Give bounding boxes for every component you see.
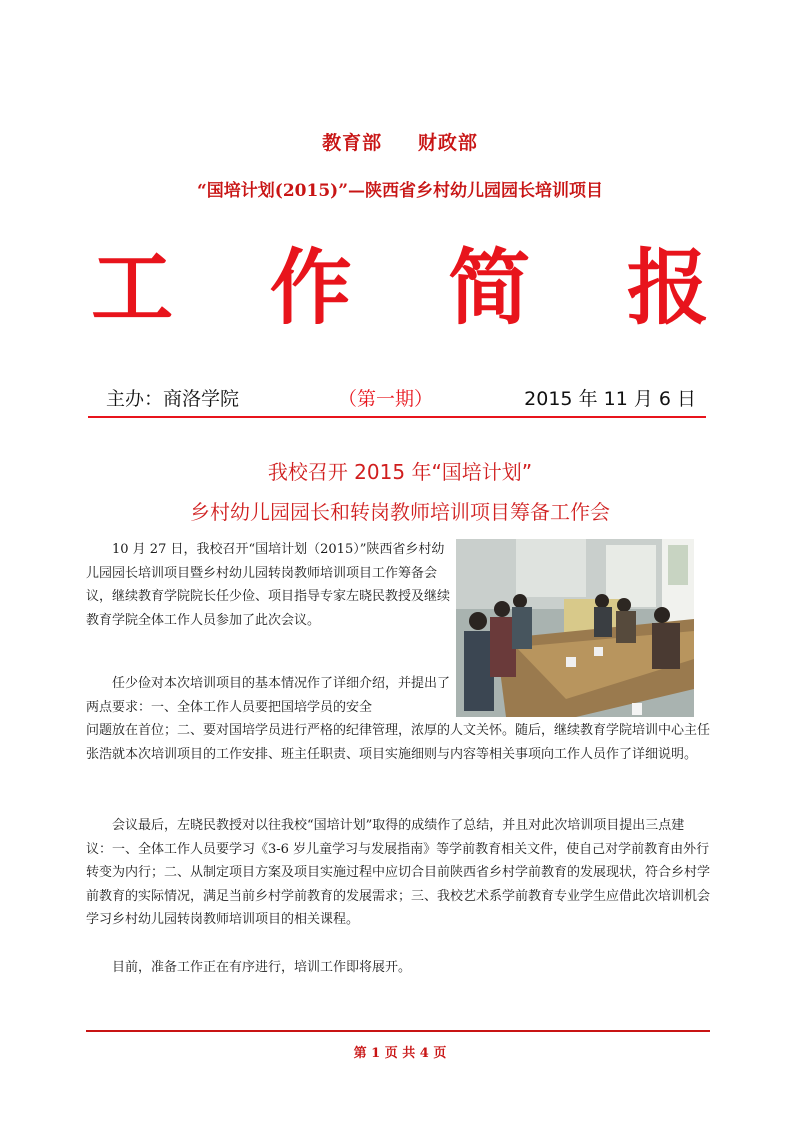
paragraph-3: 会议最后，左晓民教授对以往我校“国培计划”取得的成绩作了总结，并且对此次培训项目提出三点建议：一、全体工作人员要学习《3-6 岁儿童学习与发展指南》等学前教育相关文件，使自己对学前教育由外行转变为内行；二、从制定项目方案及项目实施过程中应切合目前陕西省乡村学前教育的发展现状，符合乡村学前教育的实际情况，满足当前乡村学前教育的发展需求；三、我校艺术系学前教育专业学生应借此次培训机会学习乡村幼儿园转岗教师培训项目的相关课程。 <box>86 818 711 927</box>
bulletin-title: 工 作 简 报 <box>91 240 743 336</box>
page-number: 第 1 页 共 4 页 <box>353 1046 447 1061</box>
host-organizer: 主办：商洛学院 <box>106 388 240 410</box>
issue-date: 2015 年 11 月 6 日 <box>524 388 696 410</box>
org-ministry-of-finance: 财政部 <box>417 132 478 154</box>
issue-number: （第一期） <box>338 388 434 410</box>
footer-divider <box>86 1030 710 1032</box>
paragraph-2-start: 任少俭对本次培训项目的基本情况作了详细介绍，并提出了两点要求：一、全体工作人员要把国培学员的安全 <box>86 676 451 715</box>
meeting-photo <box>456 539 694 717</box>
article-title-line-2: 乡村幼儿园园长和转岗教师培训项目筹备工作会 <box>190 500 610 524</box>
paragraph-4: 目前，准备工作正在有序进行，培训工作即将展开。 <box>112 960 412 975</box>
article-title-line-1: 我校召开 2015 年“国培计划” <box>267 460 533 484</box>
paragraph-2-continued: 问题放在首位；二、要对国培学员进行严格的纪律管理，浓厚的人文关怀。随后，继续教育学院培训中心主任张浩就本次培训项目的工作安排、班主任职责、项目实施细则与内容等相关事项向工作人员作了详细说明。 <box>86 723 711 762</box>
paragraph-1: 10 月 27 日，我校召开“国培计划（2015）”陕西省乡村幼儿园园长培训项目暨乡村幼儿园转岗教师培训项目工作筹备会议，继续教育学院院长任少俭、项目指导专家左晓民教授及继续教育学院全体工作人员参加了此次会议。 <box>86 542 451 628</box>
org-ministry-of-education: 教育部 <box>322 132 383 154</box>
header-divider <box>88 416 706 418</box>
bulletin-meta <box>106 384 696 414</box>
issuing-organizations <box>0 128 800 155</box>
program-name: “国培计划(2015)”—陕西省乡村幼儿园园长培训项目 <box>197 181 603 201</box>
